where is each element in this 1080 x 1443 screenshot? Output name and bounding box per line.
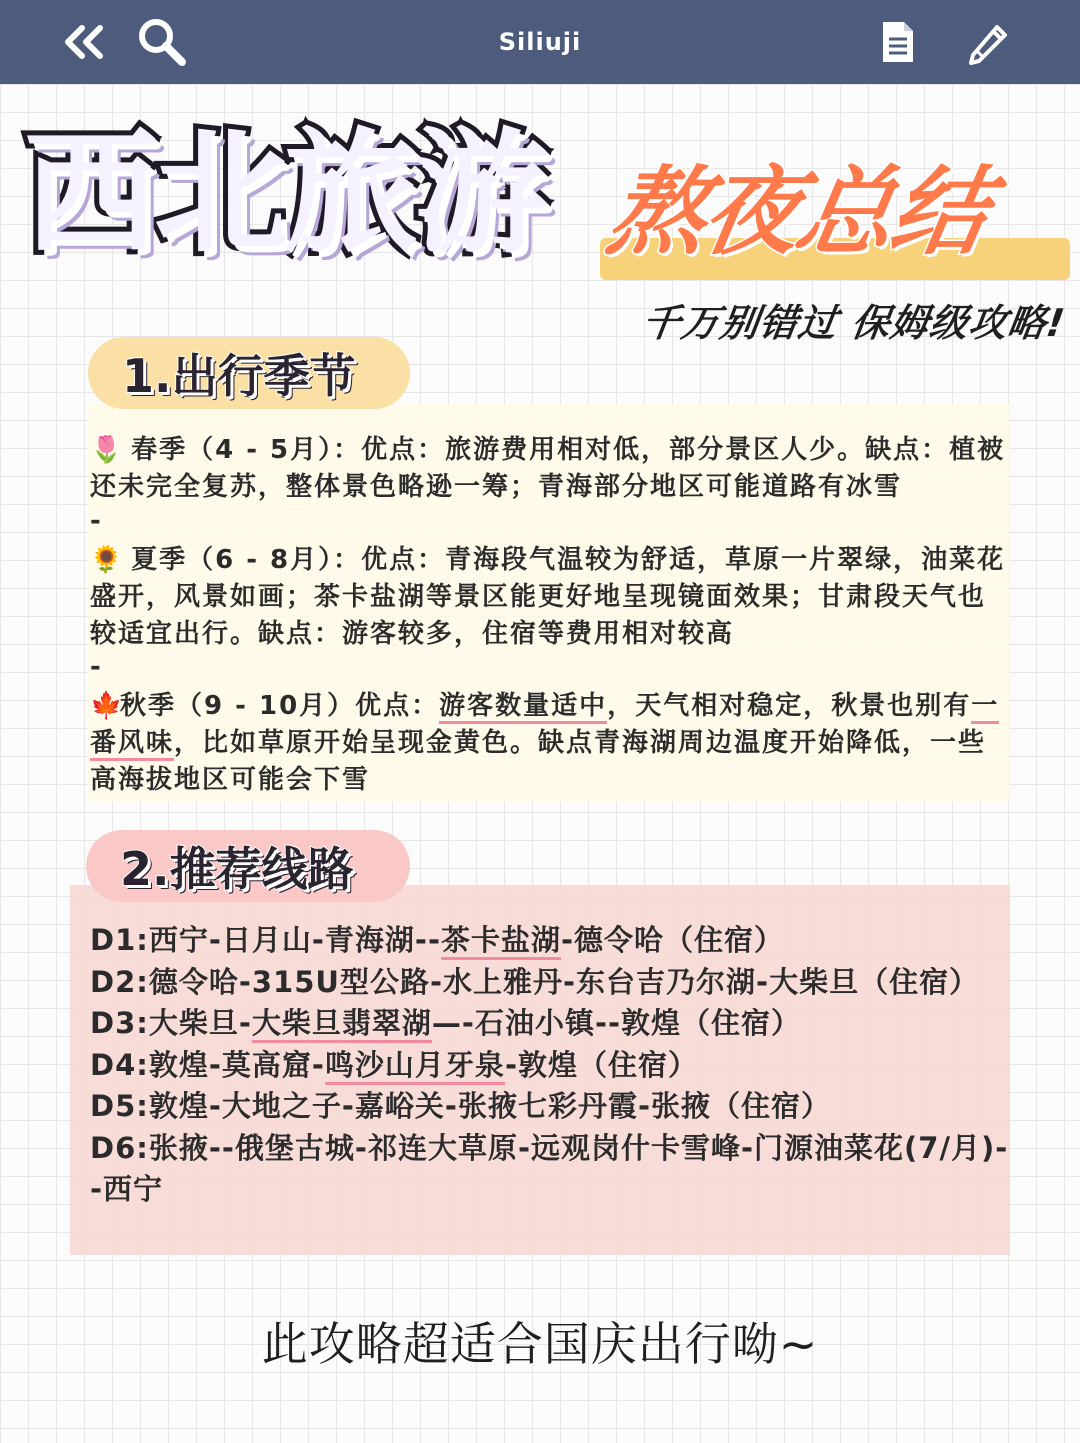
route-day-3: [90, 1003, 1010, 1045]
route-text: -德令哈（住宿）: [561, 923, 785, 957]
route-highlight: 鸣沙山月牙泉: [325, 1048, 505, 1085]
route-day-4: [90, 1045, 1010, 1087]
route-text: D4:敦煌-莫高窟-: [90, 1047, 325, 1082]
route-text: D1:西宁-日月山-青海湖--: [90, 923, 441, 957]
hero-title-accent: 熬夜总结: [600, 156, 996, 268]
route-text: -敦煌（住宿）: [504, 1047, 698, 1082]
section-heading-routes: 2.推荐线路: [86, 830, 410, 902]
sunflower-icon: 🌻: [90, 545, 125, 575]
document-icon: [880, 19, 916, 65]
season-autumn-suffix: ，比如草原开始呈现金黄色。缺点青海湖周边温度开始降低，一些高海拔地区可能会下雪: [90, 728, 987, 795]
season-autumn-highlight: 游客数量适中: [439, 691, 607, 724]
route-day-1: [90, 920, 1010, 962]
route-day-6: [90, 1128, 1010, 1211]
app-title: Siliuji: [498, 28, 582, 56]
route-text: D5:敦煌-大地之子-嘉峪关-张掖七彩丹霞-张掖（住宿）: [90, 1089, 831, 1123]
route-list: [90, 920, 1010, 1211]
footer-note: 此攻略超适合国庆出行呦~: [261, 1317, 819, 1371]
route-text: —-石油小镇--敦煌（住宿）: [431, 1006, 802, 1040]
edit-button[interactable]: [960, 14, 1016, 70]
divider: -: [90, 652, 101, 682]
tulip-icon: 🌷: [90, 435, 125, 465]
maple-leaf-icon: 🍁: [90, 691, 125, 721]
route-highlight: 大柴旦翡翠湖: [252, 1006, 432, 1043]
route-day-5: [90, 1086, 1010, 1128]
top-bar: [0, 0, 1080, 84]
season-spring-text: 春季（4 - 5月）：优点：旅游费用相对低，部分景区人少。缺点：植被还未完全复苏，整体景色略逊一筹；青海部分地区可能道路有冰雪: [90, 435, 1006, 502]
pencil-icon: [965, 19, 1011, 65]
tagline: 千万别错过 保姆级攻略!: [639, 301, 1069, 345]
season-autumn-mid: ，天气相对稳定，秋景也别有: [607, 691, 972, 721]
season-autumn-prefix: 秋季（9 - 10月）优点：: [120, 691, 440, 721]
route-day-2: [90, 962, 1010, 1004]
route-text: D2:德令哈-315U型公路-水上雅丹-东台吉乃尔湖-大柴旦（住宿）: [90, 964, 980, 999]
season-spring: [90, 432, 1012, 506]
season-summer-text: 夏季（6 - 8月）：优点：青海段气温较为舒适，草原一片翠绿，油菜花盛开，风景如画；茶卡盐湖等景区能更好地呈现镜面效果；甘肃段天气也较适宜出行。缺点：游客较多，住宿等费用相对较高: [90, 545, 1006, 649]
route-highlight: 茶卡盐湖: [441, 923, 561, 960]
hero-title: [24, 115, 545, 271]
season-autumn-highlight: 一番风味: [90, 691, 999, 761]
route-text: D6:张掖--俄堡古城-祁连大草原-远观岗什卡雪峰-门源油菜花(7/月)--西宁: [90, 1130, 1009, 1206]
divider: -: [90, 506, 101, 536]
section-heading-seasons: 1.出行季节: [88, 337, 410, 409]
hero-accent: [600, 156, 1070, 282]
hero-title-main: 西北旅游: [24, 115, 545, 271]
document-button[interactable]: [870, 14, 926, 70]
season-autumn: [90, 688, 1012, 799]
route-text: D3:大柴旦-: [90, 1006, 252, 1040]
season-summer: [90, 542, 1012, 653]
